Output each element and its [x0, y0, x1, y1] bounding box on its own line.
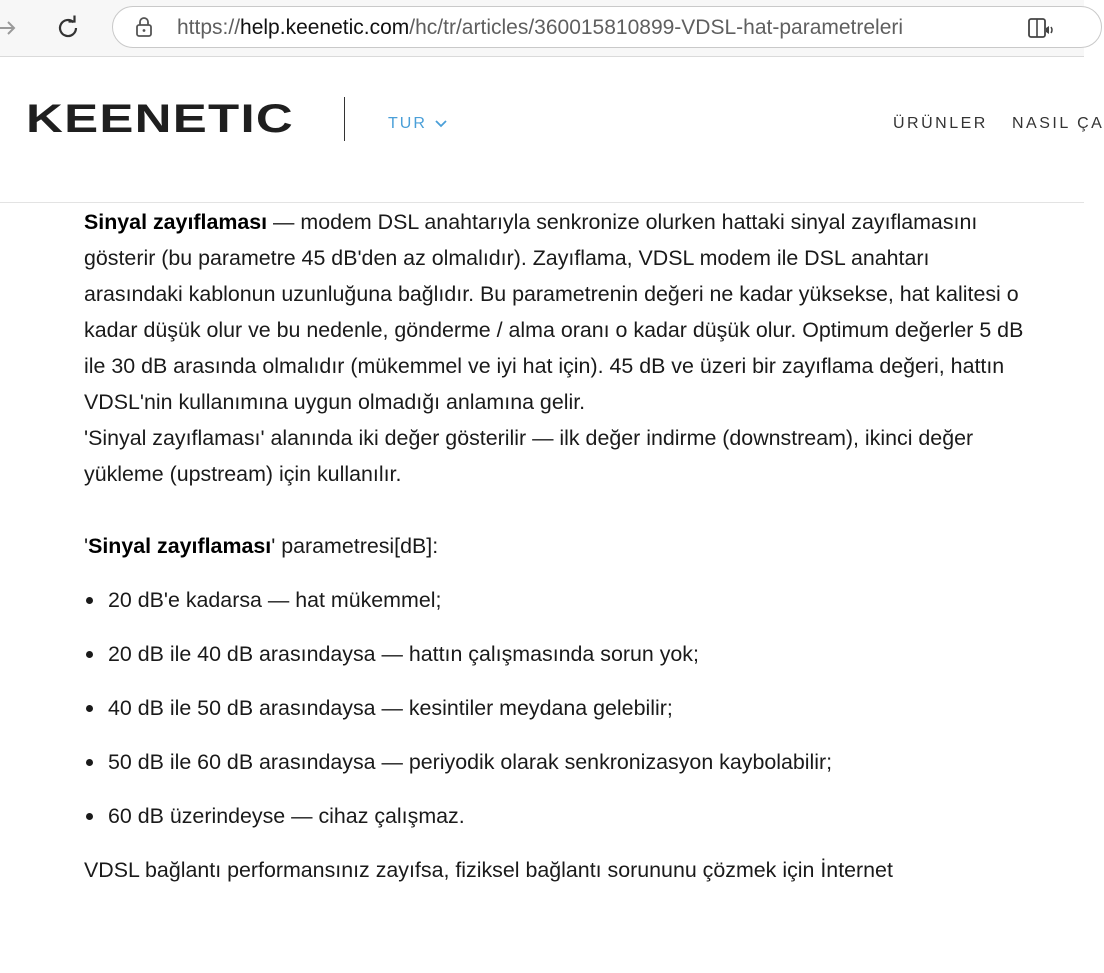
browser-toolbar: [0, 0, 1084, 57]
signal-attenuation-paragraph: [84, 204, 1024, 420]
parameter-name: Sinyal zayıflaması: [88, 534, 272, 558]
attenuation-levels-list: [84, 582, 1024, 852]
language-label: TUR: [388, 115, 427, 132]
logo-text: KEENETIC: [26, 97, 294, 141]
url-host: help.keenetic.com: [240, 16, 410, 39]
header-divider: [344, 97, 345, 141]
site-header: [0, 57, 1104, 203]
address-bar[interactable]: [112, 6, 1102, 48]
forward-button[interactable]: [0, 14, 18, 42]
closing-paragraph: VDSL bağlantı performansınız zayıfsa, fiziksel bağlantı sorununu çözmek için İnternet: [84, 858, 893, 882]
reload-button[interactable]: [52, 12, 84, 44]
url-text[interactable]: [177, 16, 903, 40]
list-item: 20 dB'e kadarsa — hat mükemmel;: [84, 582, 1024, 636]
language-select[interactable]: [388, 115, 447, 133]
list-item: 60 dB üzerindeyse — cihaz çalışmaz.: [84, 798, 1024, 852]
immersive-reader-icon[interactable]: [1027, 16, 1055, 40]
url-scheme: https://: [177, 16, 241, 39]
list-item: 40 dB ile 50 dB arasındaysa — kesintiler meydana gelebilir;: [84, 690, 1024, 744]
list-item: 50 dB ile 60 dB arasındaysa — periyodik olarak senkronizasyon kaybolabilir;: [84, 744, 1024, 798]
lock-icon[interactable]: [135, 17, 153, 37]
parameter-unit: ' parametresi[dB]:: [271, 534, 439, 558]
parameter-heading: [84, 528, 1024, 564]
nav-how-to[interactable]: NASIL ÇA: [1012, 115, 1104, 132]
url-path: /hc/tr/articles/360015810899-VDSL-hat-parametreleri: [409, 16, 904, 39]
term-bold: Sinyal zayıflaması: [84, 210, 268, 234]
values-paragraph: 'Sinyal zayıflaması' alanında iki değer gösterilir — ilk değer indirme (downstream), ikinci değer yükleme (upstream) için kullanılır.: [84, 426, 974, 486]
keenetic-logo[interactable]: [26, 97, 296, 141]
article-body: [84, 204, 1024, 888]
paragraph-text: — modem DSL anahtarıyla senkronize olurken hattaki sinyal zayıflamasını gösterir (bu parametre 45 dB'den az olmalıdır). Zayıflama, VDSL modem ile DSL anahtarı arasındaki kablonun uzunluğuna bağlıdır. Bu parametrenin değeri ne kadar yüksekse, hat kalitesi o kadar düşük olur ve bu nedenle, gönderme / alma oranı o kadar düşük olur. Optimum değerler 5 dB ile 30 dB arasında olmalıdır (mükemmel ve iyi hat için). 45 dB ve üzeri bir zayıflama değeri, hattın VDSL'nin kullanımına uygun olmadığı anlamına gelir.: [84, 210, 1024, 414]
list-item: 20 dB ile 40 dB arasındaysa — hattın çalışmasında sorun yok;: [84, 636, 1024, 690]
reload-icon: [52, 12, 84, 44]
quote-open: ': [84, 534, 89, 558]
arrow-right-icon: [0, 14, 18, 42]
chevron-down-icon: [435, 120, 447, 128]
nav-products[interactable]: ÜRÜNLER: [893, 115, 988, 132]
